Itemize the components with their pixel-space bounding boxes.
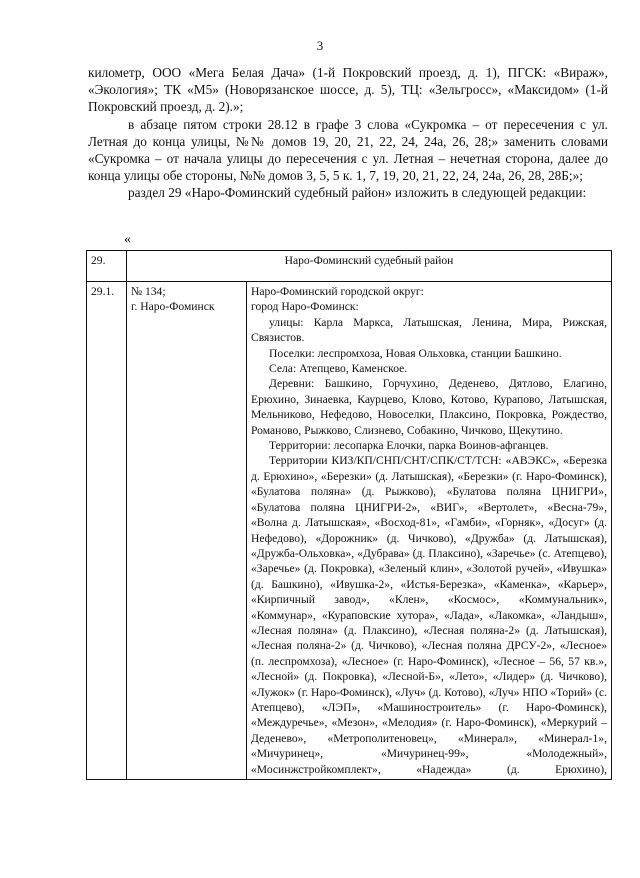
intro-paragraph-2: в абзаце пятом строки 28.12 в графе 3 слова «Сукромка – от пересечения с ул. Летная до конца улицы, №№ домов 19, 20, 21, 22, 24, 24а, 26, 28;» заменить словами «Сукромка – от начала улицы до пересечения с ул. Летная – нечетная сторона, далее до конца улицы обе стороны, №№ домов 3, 5, 5 к. 1, 7, 19, 20, 21, 22, 24, 24а, 26, 28, 28Б;»; <box>88 116 608 184</box>
territory-paragraph: Территории КИЗ/КП/СНП/СНТ/СПК/СТ/ТСН: «АВЭКС», «Березка д. Ерюхино», «Березки» (д. Латышская), «Березки» (г. Наро-Фоминск), «Булатова поляна» (д. Рыжково), «Булатова поляна ЦНИГРИ», «Булатова поляна ЦНИГРИ-2», «ВИГ», «Вертолет», «Весна-79», «Волна д. Латышская», «Восход-81», «Гамби», «Горняк», «Досуг» (д. Нефедово), «Дорожник» (д. Чичково), «Дружба» (д. Латышская), «Дружба-Ольховка», «Дубрава» (д. Плаксино), «Заречье» (с. Атепцево), «Заречье» (д. Покровка), «Зеленый клин», «Золотой ручей», «Ивушка» (д. Башкино), «Ивушка-2», «Истья-Березка», «Каменка», «Карьер», «Кирпичный завод», «Клен», «Космос», «Коммунальник», «Коммунар», «Кураповские хутора», «Лада», «Лакомка», «Ландыш», «Лесная поляна» (д. Плаксино), «Лесная поляна-2» (д. Латышская), «Лесная поляна-2» (д. Чичково), «Лесная поляна ДРСУ-2», «Лесное» (п. леспромхоза), «Лесное» (г. Наро-Фоминск), «Лесное – 56, 57 кв.», «Лесной» (д. Покровка), «Лесной-Б», «Лето», «Лидер» (д. Чичково), «Лужок» (г. Наро-Фоминск), «Луч» (д. Котово), «Луч» НПО «Торий» (с. Атепцево), «ЛЭП», «Машиностроитель» (г. Наро-Фоминск), «Междуречье», «Мезон», «Мелодия» (г. Наро-Фоминск), «Меркурий – Деденево», «Метрополитеновец», «Минерал», «Минерал-1», «Мичуринец», «Мичуринец-99», «Молодежный», «Мосинжстройкомплект», «Надежда» (д. Ерюхино), <box>251 454 607 776</box>
district-number: № 134; <box>131 285 166 298</box>
row-number: 29.1. <box>87 282 127 780</box>
section-title: Наро-Фоминский судебный район <box>127 251 612 282</box>
intro-text <box>88 64 608 202</box>
table-header-row <box>87 251 612 282</box>
districts-table <box>86 250 612 780</box>
opening-quote: « <box>124 232 131 247</box>
territory-description <box>247 282 612 780</box>
district-cell <box>127 282 247 780</box>
intro-paragraph-1: километр, ООО «Мега Белая Дача» (1-й Покровский проезд, д. 1), ПГСК: «Вираж», «Экология»; ТК «М5» (Новорязанское шоссе, д. 5), ТЦ: «Зельгросс», «Максидом» (1-й Покровский проезд, д. 2).»; <box>88 65 608 115</box>
intro-paragraph-3: раздел 29 «Наро-Фоминский судебный район» изложить в следующей редакции: <box>128 185 587 201</box>
territory-paragraph: улицы: Карла Маркса, Латышская, Ленина, Мира, Рижская, Связистов. <box>251 315 607 345</box>
table-row <box>87 282 612 780</box>
section-number: 29. <box>87 251 127 282</box>
territory-paragraph: Наро-Фоминский городской округ: <box>251 285 424 298</box>
territory-paragraph: Территории: лесопарка Елочки, парка Воинов-афганцев. <box>269 439 549 453</box>
district-city: г. Наро-Фоминск <box>131 300 215 314</box>
page-number: 3 <box>316 38 324 53</box>
territory-paragraph: Поселки: леспромхоза, Новая Ольховка, станции Башкино. <box>269 346 562 360</box>
territory-paragraph: Деревни: Башкино, Горчухино, Деденево, Дятлово, Елагино, Ерюхино, Зинаевка, Каурцево, Клово, Котово, Курапово, Латышская, Мельниково, Нефедово, Новоселки, Плаксино, Покровка, Рождество, Романово, Рыжково, Слизнево, Собакино, Чичково, Щекутино. <box>251 377 607 437</box>
territory-paragraph: город Наро-Фоминск: <box>251 300 359 314</box>
territory-paragraph: Села: Атепцево, Каменское. <box>269 362 408 376</box>
